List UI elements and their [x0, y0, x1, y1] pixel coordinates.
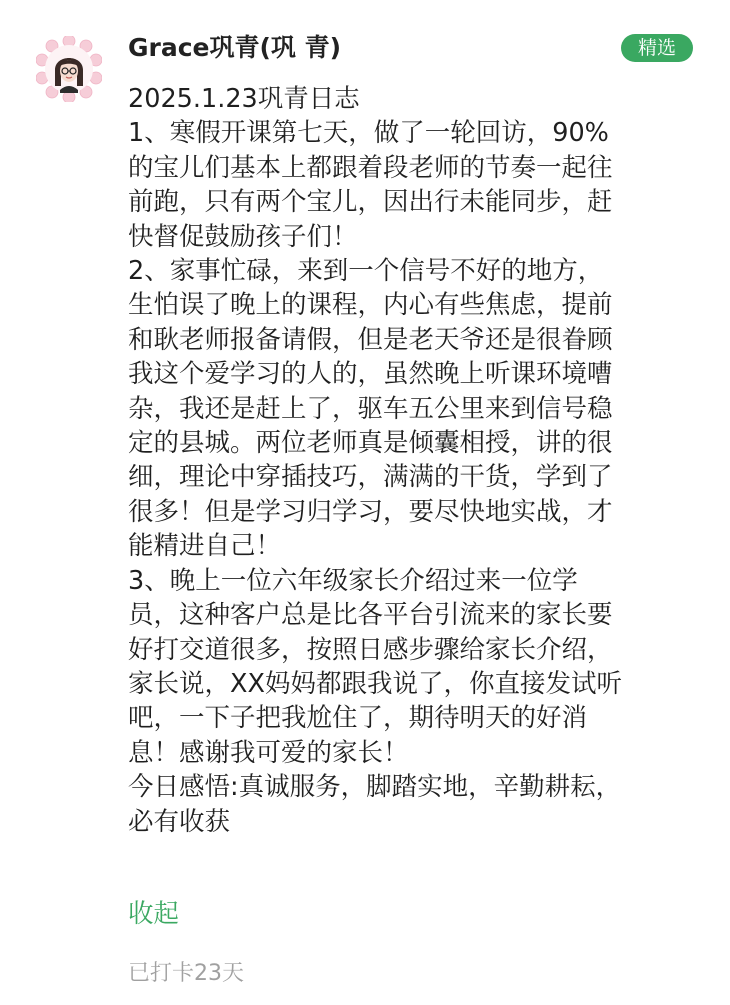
post-line: 能精进自己！	[128, 531, 282, 562]
post-line: 2025.1.23巩青日志	[128, 84, 360, 114]
post-line: 细，理论中穿插技巧，满满的干货，学到了	[128, 462, 613, 493]
post-line: 1、寒假开课第七天，做了一轮回访，90%	[128, 118, 609, 149]
post-line: 前跑，只有两个宝儿，因出行未能同步，赶	[128, 187, 613, 218]
post-content	[128, 82, 703, 839]
post-line: 定的县城。两位老师真是倾囊相授，讲的很	[128, 428, 613, 459]
avatar-flower-frame-icon	[36, 36, 102, 102]
collapse-button[interactable]: 收起	[128, 899, 180, 929]
featured-badge: 精选	[621, 34, 693, 62]
post-line: 吧，一下子把我尬住了，期待明天的好消	[128, 703, 588, 734]
checkin-count: 已打卡23天	[128, 961, 244, 986]
post-line: 息！感谢我可爱的家长！	[128, 737, 409, 768]
post-line: 杂，我还是赶上了，驱车五公里来到信号稳	[128, 393, 613, 424]
post-line: 今日感悟:真诚服务，脚踏实地，辛勤耕耘，	[128, 772, 622, 803]
post-line: 生怕误了晚上的课程，内心有些焦虑，提前	[128, 290, 613, 321]
post-line: 和耿老师报备请假，但是老天爷还是很眷顾	[128, 324, 613, 355]
post-line: 我这个爱学习的人的，虽然晚上听课环境嘈	[128, 359, 613, 390]
post-line: 很多！但是学习归学习，要尽快地实战，才	[128, 496, 613, 527]
post-line: 员，这种客户总是比各平台引流来的家长要	[128, 600, 613, 631]
post-line: 快督促鼓励孩子们！	[128, 221, 358, 252]
post-line: 好打交道很多，按照日感步骤给家长介绍，	[128, 634, 613, 665]
avatar[interactable]	[36, 36, 102, 102]
author-name[interactable]: Grace巩青(巩 青)	[128, 33, 342, 62]
post-line: 必有收获	[128, 806, 231, 837]
post-line: 的宝儿们基本上都跟着段老师的节奏一起往	[128, 152, 613, 183]
post-line: 3、晚上一位六年级家长介绍过来一位学	[128, 565, 578, 596]
post-line: 家长说，XX妈妈都跟我说了，你直接发试听	[128, 668, 622, 699]
post-line: 2、家事忙碌，来到一个信号不好的地方，	[128, 256, 604, 287]
